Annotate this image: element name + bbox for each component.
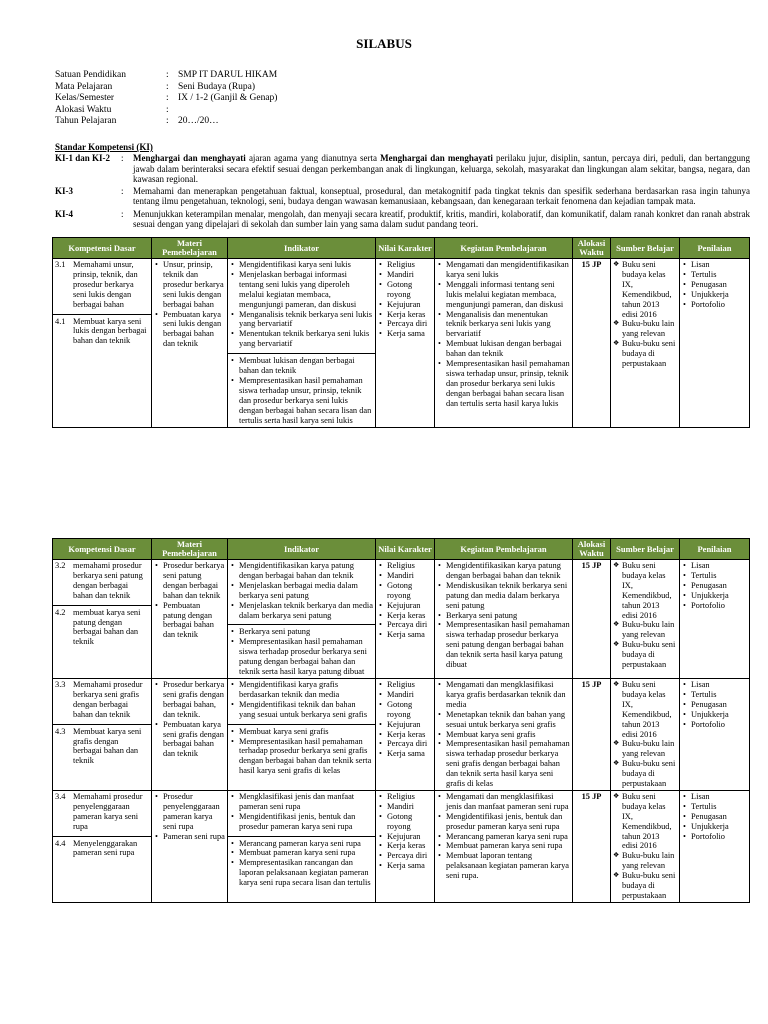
nilai-item: • Kejujuran: [378, 720, 432, 730]
indikator-item: • Membuat lukisan dengan berbagai bahan dan teknik: [230, 356, 373, 376]
indikator-item: • Menjelaskan berbagai media dalam berkarya seni patung: [230, 581, 373, 601]
sumber-belajar-cell: [611, 560, 680, 679]
kegiatan-item: • Mengamati dan mengidentifikasikan karya seni lukis: [437, 260, 570, 280]
sumber-item: ❖ Buku seni budaya kelas IX, Kemendikbud, tahun 2013 edisi 2016: [613, 260, 677, 319]
nilai-item: • Gotong royong: [378, 700, 432, 720]
identity-row: Satuan Pendidikan : SMP IT DARUL HIKAM: [55, 70, 278, 80]
materi-cell: [152, 678, 228, 790]
penilaian-item: • Penugasan: [682, 581, 747, 591]
kd-number: 4.2: [55, 607, 66, 617]
materi-list: [154, 260, 225, 349]
table-row: [53, 790, 750, 902]
sumber-item: ❖ Buku seni budaya kelas IX, Kemendikbud, tahun 2013 edisi 2016: [613, 680, 677, 739]
column-header: Sumber Belajar: [611, 238, 680, 259]
column-header: Kegiatan Pembelajaran: [435, 238, 573, 259]
ki-section: [55, 142, 750, 231]
indikator-list: [230, 792, 373, 832]
nilai-item: • Mandiri: [378, 802, 432, 812]
identity-value: SMP IT DARUL HIKAM: [178, 70, 278, 80]
indikator-item: • Mempresentasikan hasil pemahaman terhadap prosedur berkarya seni grafis dengan berbagai bahan dan teknik serta hasil karya seni grafis di kelas: [230, 737, 373, 777]
materi-list: [154, 792, 225, 842]
materi-cell: [152, 560, 228, 679]
penilaian-cell: [680, 790, 750, 902]
kd-number: 3.3: [55, 679, 66, 689]
indikator-item: • Mempresentasikan hasil pemahaman siswa terhadap unsur, prinsip, teknik dan prosedur berkarya seni lukis dengan berbagai bahan secara lisan dan tertulis serta hasil karya seni lukis: [230, 376, 373, 426]
indikator-cell: [228, 259, 376, 428]
kd-text: Memahami prosedur berkarya seni grafis dengan berbagai bahan dan teknik: [73, 679, 143, 719]
indikator-divider: [228, 724, 375, 725]
ki-text: Memahami dan menerapkan pengetahuan faktual, konseptual, prosedural, dan metakognitif pada tingkat teknis dan spesifik sederhana berdasarkan rasa ingin tahunya tentang ilmu pengetahuan, teknologi, seni, budaya dengan wawasan kemanusiaan, kebangsaan, dan kenegaraan terkait fenomena dan kejadian tampak mata.: [133, 186, 750, 207]
alokasi-waktu-cell: 15 JP: [573, 259, 611, 428]
kegiatan-item: • Mempresentasikan hasil pemahaman siswa terhadap prosedur berkarya seni patung dengan berbagai bahan dan teknik serta hasil karya patung dibuat: [437, 620, 570, 670]
nilai-item: • Kerja sama: [378, 630, 432, 640]
identity-value: IX / 1-2 (Ganjil & Genap): [178, 93, 278, 103]
kd-divider: [53, 314, 151, 315]
nilai-item: • Kerja keras: [378, 730, 432, 740]
sumber-item: ❖ Buku-buku seni budaya di perpustakaan: [613, 339, 677, 369]
kegiatan-item: • Mempresentasikan hasil pemahaman siswa terhadap prosedur berkarya seni grafis dengan berbagai bahan dan teknik serta hasil karya seni grafis di kelas: [437, 739, 570, 789]
nilai-item: • Percaya diri: [378, 851, 432, 861]
syllabus-table-1: [52, 237, 750, 428]
indikator-list: [230, 727, 373, 777]
nilai-item: • Percaya diri: [378, 739, 432, 749]
indikator-cell: [228, 790, 376, 902]
penilaian-item: • Penugasan: [682, 812, 747, 822]
identity-value: Seni Budaya (Rupa): [178, 81, 256, 92]
materi-item: • Pembuatan patung dengan berbagai bahan dan teknik: [154, 601, 225, 641]
table-row: [53, 259, 750, 428]
identity-row: Alokasi Waktu :: [55, 104, 169, 115]
penilaian-item: • Portofolio: [682, 601, 747, 611]
kd-text: Memahami unsur, prinsip, teknik, dan prosedur berkarya seni lukis dengan berbagai bahan: [73, 260, 138, 309]
penilaian-item: • Lisan: [682, 680, 747, 690]
kd-text: memahami prosedur berkarya seni patung dengan berbagai bahan dan teknik: [73, 561, 143, 600]
penilaian-item: • Tertulis: [682, 690, 747, 700]
penilaian-item: • Tertulis: [682, 802, 747, 812]
kegiatan-list: [437, 260, 570, 409]
nilai-item: • Kerja sama: [378, 749, 432, 759]
kegiatan-item: • Mengidentifikasi jenis, bentuk dan prosedur pameran karya seni rupa: [437, 812, 570, 832]
ki-row: KI-4 : Menunjukkan keterampilan menalar, mengolah, dan menyaji secara kreatif, produktif, kritis, mandiri, kolaboratif, dan komunikatif, dalam ranah konkret dan ranah abstrak sesuai dengan yang dipelajari di sekolah dan sumber lain yang sama dalam sudut pandang teori.: [55, 208, 750, 230]
kd-number: 4.1: [55, 316, 66, 326]
indikator-list: [230, 356, 373, 425]
kegiatan-item: • Mengamati dan mengklasifikasi jenis dan manfaat pameran seni rupa: [437, 792, 570, 812]
sumber-item: ❖ Buku seni budaya kelas IX, Kemendikbud, tahun 2013 edisi 2016: [613, 561, 677, 620]
kd-text: Menyelenggarakan pameran seni rupa: [73, 838, 138, 858]
column-header: Indikator: [228, 539, 376, 560]
sumber-item: ❖ Buku-buku lain yang relevan: [613, 319, 677, 339]
kd-number: 3.1: [55, 260, 66, 269]
nilai-item: • Kejujuran: [378, 832, 432, 842]
identity-value: 20…/20…: [178, 116, 219, 126]
ki-label: KI-4: [55, 208, 73, 219]
nilai-list: [378, 680, 432, 759]
sumber-item: ❖ Buku-buku seni budaya di perpustakaan: [613, 871, 677, 901]
kd-divider: [53, 724, 151, 725]
indikator-item: • Berkarya seni patung: [230, 627, 373, 637]
indikator-divider: [228, 836, 375, 837]
kd-item: [55, 839, 149, 859]
identity-label: Mata Pelajaran: [55, 81, 113, 92]
kegiatan-cell: [435, 678, 573, 790]
nilai-item: • Kerja sama: [378, 329, 432, 339]
identity-row: Kelas/Semester : IX / 1-2 (Ganjil & Genap): [55, 93, 278, 103]
kegiatan-item: • Membuat karya seni grafis: [437, 730, 570, 740]
kd-text: Membuat karya seni lukis dengan berbagai bahan dan teknik: [73, 316, 147, 346]
nilai-item: • Mandiri: [378, 571, 432, 581]
sumber-list: [613, 680, 677, 789]
kd-number: 3.2: [55, 561, 66, 570]
column-header: Kegiatan Pembelajaran: [435, 539, 573, 560]
nilai-item: • Gotong royong: [378, 812, 432, 832]
identity-row: Mata Pelajaran : Seni Budaya (Rupa): [55, 81, 256, 92]
nilai-karakter-cell: [376, 678, 435, 790]
materi-cell: [152, 259, 228, 428]
table-row: [53, 560, 750, 679]
penilaian-item: • Portofolio: [682, 300, 747, 310]
page-title: SILABUS: [356, 36, 412, 51]
nilai-item: • Kejujuran: [378, 300, 432, 310]
indikator-item: • Menganalisis teknik berkarya seni lukis yang bervariatif: [230, 310, 373, 330]
materi-item: • Pembuatan karya seni grafis dengan berbagai bahan dan teknik: [154, 720, 225, 760]
kegiatan-item: • Membuat lukisan dengan berbagai bahan dan teknik: [437, 339, 570, 359]
ki-text: Menghargai dan menghayati ajaran agama yang dianutnya serta Menghargai dan menghayati perilaku jujur, disiplin, santun, percaya diri, peduli, dan bertanggung jawab dalam berinteraksi secara efektif sesuai dengan perkembangan anak di lingkungan, keluarga, sekolah, masyarakat dan lingkungan alam sekitar, bangsa, negara, dan kawasan regional.: [133, 153, 750, 184]
nilai-item: • Kerja keras: [378, 841, 432, 851]
kegiatan-item: • Mempresentasikan hasil pemahaman siswa terhadap unsur, prinsip, teknik dan prosedur berkarya seni lukis dengan berbagai bahan secara lisan dan tertulis serta hasil karya lukis: [437, 359, 570, 409]
penilaian-item: • Unjukkerja: [682, 710, 747, 720]
kegiatan-item: • Menggali informasi tentang seni lukis melalui kegiatan membaca, mengunjungi pameran, dan diskusi: [437, 280, 570, 310]
indikator-item: • Mengidentifikasi jenis, bentuk dan prosedur pameran karya seni rupa: [230, 812, 373, 832]
column-header: Materi Pemebelajaran: [152, 238, 228, 259]
nilai-karakter-cell: [376, 259, 435, 428]
column-header: Alokasi Waktu: [573, 539, 611, 560]
column-header: Penilaian: [680, 539, 750, 560]
materi-list: [154, 561, 225, 640]
ki-text: Menunjukkan keterampilan menalar, mengolah, dan menyaji secara kreatif, produktif, kritis, mandiri, kolaboratif, dan komunikatif, dalam ranah konkret dan ranah abstrak sesuai dengan yang dipelajari di sekolah dan sumber lain yang sama dalam sudut pandang teori.: [133, 208, 750, 230]
column-header: Materi Pemebelajaran: [152, 539, 228, 560]
kd-cell: [53, 790, 152, 902]
identity-block: [55, 70, 277, 128]
column-header: Nilai Karakter: [376, 539, 435, 560]
sumber-item: ❖ Buku seni budaya kelas IX, Kemendikbud, tahun 2013 edisi 2016: [613, 792, 677, 851]
nilai-item: • Religius: [378, 561, 432, 571]
table-row: [53, 678, 750, 790]
indikator-item: • Menjelaskan berbagai informasi tentang seni lukis yang diperoleh melalui kegiatan membaca, mengunjungi pameran, dan diskusi: [230, 270, 373, 310]
indikator-item: • Menentukan teknik berkarya seni lukis yang bervariatif: [230, 329, 373, 349]
kegiatan-cell: [435, 259, 573, 428]
nilai-item: • Percaya diri: [378, 319, 432, 329]
alokasi-waktu-cell: 15 JP: [573, 560, 611, 679]
kegiatan-item: • Berkarya seni patung: [437, 611, 570, 621]
ki-label: KI-1 dan KI-2: [55, 153, 111, 164]
kegiatan-item: • Mengidentifikasikan karya patung dengan berbagai bahan dan teknik: [437, 561, 570, 581]
penilaian-cell: [680, 259, 750, 428]
indikator-cell: [228, 560, 376, 679]
indikator-list: [230, 260, 373, 349]
kd-item: [55, 317, 149, 347]
column-header: Nilai Karakter: [376, 238, 435, 259]
nilai-item: • Religius: [378, 792, 432, 802]
nilai-karakter-cell: [376, 790, 435, 902]
kegiatan-item: • Mengamati dan mengklasifikasi karya grafis berdasarkan teknik dan media: [437, 680, 570, 710]
nilai-item: • Religius: [378, 260, 432, 270]
materi-item: • Prosedur berkarya seni patung dengan berbagai bahan dan teknik: [154, 561, 225, 601]
sumber-list: [613, 792, 677, 901]
indikator-divider: [228, 353, 375, 354]
nilai-list: [378, 561, 432, 640]
penilaian-list: [682, 561, 747, 611]
penilaian-list: [682, 792, 747, 842]
kd-cell: [53, 678, 152, 790]
indikator-list: [230, 627, 373, 677]
indikator-item: • Mempresentasikan rancangan dan laporan pelaksanaan kegiatan pameran karya seni rupa secara lisan dan tertulis: [230, 858, 373, 888]
kd-text: Memahami prosedur penyelenggaraan pameran karya seni rupa: [73, 791, 143, 831]
materi-item: • Prosedur penyelenggaraan pameran karya seni rupa: [154, 792, 225, 832]
sumber-belajar-cell: [611, 259, 680, 428]
kd-item: [55, 727, 149, 767]
kd-cell: [53, 560, 152, 679]
penilaian-item: • Unjukkerja: [682, 290, 747, 300]
kegiatan-item: • Merancang pameran karya seni rupa: [437, 832, 570, 842]
nilai-item: • Religius: [378, 680, 432, 690]
kegiatan-item: • Membuat pameran karya seni rupa: [437, 841, 570, 851]
materi-item: • Unsur, prinsip, teknik dan prosedur berkarya seni lukis dengan berbagai bahan: [154, 260, 225, 310]
kegiatan-list: [437, 792, 570, 881]
kd-cell: [53, 259, 152, 428]
penilaian-list: [682, 260, 747, 310]
table-header-row: [53, 539, 750, 560]
indikator-list: [230, 561, 373, 620]
indikator-cell: [228, 678, 376, 790]
kegiatan-item: • Membuat laporan tentang pelaksanaan kegiatan pameran karya seni rupa.: [437, 851, 570, 881]
column-header: Kompetensi Dasar: [53, 539, 152, 560]
materi-item: • Pameran seni rupa: [154, 832, 225, 842]
nilai-item: • Kejujuran: [378, 601, 432, 611]
nilai-item: • Mandiri: [378, 270, 432, 280]
ki-row: KI-3 : Memahami dan menerapkan pengetahuan faktual, konseptual, prosedural, dan metakognitif pada tingkat teknis dan spesifik sederhana berdasarkan rasa ingin tahunya tentang ilmu pengetahuan, teknologi, seni, budaya dengan wawasan kemanusiaan, kebangsaan, dan kenegaraan terkait fenomena dan kejadian tampak mata.: [55, 186, 750, 207]
nilai-item: • Kerja keras: [378, 611, 432, 621]
nilai-list: [378, 792, 432, 871]
sumber-item: ❖ Buku-buku lain yang relevan: [613, 851, 677, 871]
column-header: Alokasi Waktu: [573, 238, 611, 259]
penilaian-list: [682, 680, 747, 730]
sumber-list: [613, 260, 677, 369]
indikator-item: • Menjelaskan teknik berkarya dan media dalam berkarya seni patung: [230, 601, 373, 621]
kd-divider: [53, 836, 151, 837]
indikator-item: • Merancang pameran karya seni rupa: [230, 839, 373, 849]
kegiatan-item: • Menetapkan teknik dan bahan yang sesuai untuk berkarya seni grafis: [437, 710, 570, 730]
kd-divider: [53, 605, 151, 606]
penilaian-item: • Penugasan: [682, 280, 747, 290]
indikator-list: [230, 680, 373, 720]
kd-item: [55, 792, 149, 832]
alokasi-waktu-cell: 15 JP: [573, 790, 611, 902]
column-header: Penilaian: [680, 238, 750, 259]
ki-row: KI-1 dan KI-2 : Menghargai dan menghayati ajaran agama yang dianutnya serta Menghargai dan menghayati perilaku jujur, disiplin, santun, percaya diri, peduli, dan bertanggung jawab dalam berinteraksi secara efektif sesuai dengan perkembangan anak di lingkungan, keluarga, sekolah, masyarakat dan lingkungan alam sekitar, bangsa, negara, dan kawasan regional.: [55, 153, 750, 184]
penilaian-item: • Lisan: [682, 260, 747, 270]
table-header-row: [53, 238, 750, 259]
nilai-item: • Gotong royong: [378, 581, 432, 601]
kd-text: membuat karya seni patung dengan berbagai bahan dan teknik: [73, 607, 141, 647]
indikator-item: • Mengklasifikasi jenis dan manfaat pameran seni rupa: [230, 792, 373, 812]
indikator-list: [230, 839, 373, 889]
indikator-item: • Mengidentifikasi teknik dan bahan yang sesuai untuk berkarya seni grafis: [230, 700, 373, 720]
sumber-list: [613, 561, 677, 670]
kd-number: 3.4: [55, 791, 66, 801]
kd-item: [55, 608, 149, 648]
penilaian-item: • Penugasan: [682, 700, 747, 710]
sumber-belajar-cell: [611, 678, 680, 790]
penilaian-item: • Portofolio: [682, 832, 747, 842]
kegiatan-list: [437, 561, 570, 670]
identity-row: Tahun Pelajaran : 20…/20…: [55, 116, 219, 126]
penilaian-item: • Tertulis: [682, 270, 747, 280]
kd-item: [55, 680, 149, 720]
indikator-item: • Mengidentifikasikan karya patung dengan berbagai bahan dan teknik: [230, 561, 373, 581]
nilai-karakter-cell: [376, 560, 435, 679]
sumber-item: ❖ Buku-buku lain yang relevan: [613, 739, 677, 759]
nilai-item: • Mandiri: [378, 690, 432, 700]
identity-label: Satuan Pendidikan: [55, 70, 126, 80]
penilaian-item: • Unjukkerja: [682, 822, 747, 832]
alokasi-waktu-cell: 15 JP: [573, 678, 611, 790]
indikator-item: • Mengidentifikasi karya grafis berdasarkan teknik dan media: [230, 680, 373, 700]
penilaian-item: • Unjukkerja: [682, 591, 747, 601]
penilaian-item: • Portofolio: [682, 720, 747, 730]
sumber-item: ❖ Buku-buku seni budaya di perpustakaan: [613, 759, 677, 789]
nilai-item: • Kerja sama: [378, 861, 432, 871]
kegiatan-item: • Menganalisis dan menentukan teknik berkarya seni lukis yang bervariatif: [437, 310, 570, 340]
materi-list: [154, 680, 225, 759]
kd-item: [55, 260, 149, 310]
nilai-item: • Gotong royong: [378, 280, 432, 300]
syllabus-table-2: [52, 538, 750, 903]
indikator-item: • Mempresentasikan hasil pemahaman siswa terhadap prosedur berkarya seni patung dengan berbagai bahan dan teknik serta hasil karya patung dibuat: [230, 637, 373, 677]
column-header: Indikator: [228, 238, 376, 259]
sumber-belajar-cell: [611, 790, 680, 902]
penilaian-cell: [680, 560, 750, 679]
identity-label: Alokasi Waktu: [55, 104, 112, 115]
column-header: Kompetensi Dasar: [53, 238, 152, 259]
penilaian-cell: [680, 678, 750, 790]
sumber-item: ❖ Buku-buku lain yang relevan: [613, 620, 677, 640]
kegiatan-cell: [435, 560, 573, 679]
sumber-item: ❖ Buku-buku seni budaya di perpustakaan: [613, 640, 677, 670]
indikator-item: • Membuat karya seni grafis: [230, 727, 373, 737]
kegiatan-cell: [435, 790, 573, 902]
identity-label: Kelas/Semester: [55, 93, 115, 103]
indikator-divider: [228, 624, 375, 625]
kd-item: [55, 561, 149, 601]
indikator-item: • Membuat pameran karya seni rupa: [230, 848, 373, 858]
column-header: Sumber Belajar: [611, 539, 680, 560]
penilaian-item: • Lisan: [682, 792, 747, 802]
penilaian-item: • Tertulis: [682, 571, 747, 581]
ki-heading: Standar Kompetensi (KI): [55, 142, 153, 152]
kd-number: 4.3: [55, 726, 66, 736]
materi-item: • Pembuatan karya seni lukis dengan berbagai bahan dan teknik: [154, 310, 225, 350]
nilai-item: • Kerja keras: [378, 310, 432, 320]
penilaian-item: • Lisan: [682, 561, 747, 571]
materi-cell: [152, 790, 228, 902]
kd-number: 4.4: [55, 838, 66, 848]
nilai-item: • Percaya diri: [378, 620, 432, 630]
kegiatan-list: [437, 680, 570, 789]
identity-label: Tahun Pelajaran: [55, 116, 117, 126]
nilai-list: [378, 260, 432, 339]
kegiatan-item: • Mendiskusikan teknik berkarya seni patung dan media dalam berkarya seni patung: [437, 581, 570, 611]
ki-label: KI-3: [55, 186, 73, 197]
kd-text: Membuat karya seni grafis dengan berbagai bahan dan teknik: [73, 726, 142, 766]
materi-item: • Prosedur berkarya seni grafis dengan berbagai bahan, dan teknik.: [154, 680, 225, 720]
indikator-item: • Mengidentifikasi karya seni lukis: [230, 260, 373, 270]
